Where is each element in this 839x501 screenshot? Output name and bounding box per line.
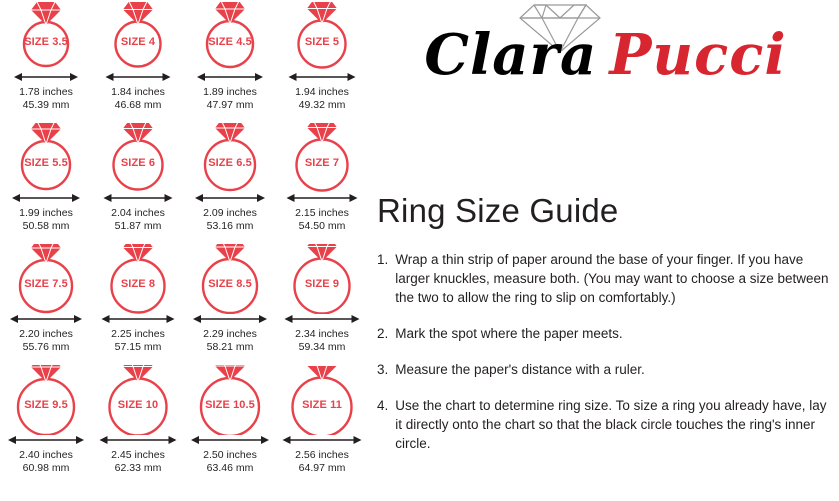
measurement-inches: 2.56 inches bbox=[295, 449, 349, 461]
ring-size-label: SIZE 8.5 bbox=[208, 278, 252, 290]
ring-measurement bbox=[92, 207, 184, 233]
ring-size-label: SIZE 7 bbox=[304, 157, 340, 169]
step-text: Measure the paper's distance with a ruler. bbox=[395, 362, 645, 377]
ring-size-cell[interactable] bbox=[184, 242, 276, 363]
measurement-inches: 2.09 inches bbox=[203, 207, 257, 219]
ring-size-label: SIZE 5.5 bbox=[24, 157, 68, 169]
measurement-mm: 57.15 mm bbox=[114, 341, 162, 353]
ring-measurement bbox=[184, 207, 276, 233]
ring-measurement bbox=[184, 328, 276, 354]
measurement-inches: 1.84 inches bbox=[111, 86, 165, 98]
double-arrow-icon bbox=[282, 191, 362, 205]
ring-size-label: SIZE 11 bbox=[302, 399, 342, 411]
ring-icon bbox=[279, 2, 365, 72]
ring-icon bbox=[187, 244, 273, 314]
ring-size-cell[interactable] bbox=[276, 363, 368, 484]
ring-icon bbox=[279, 244, 365, 314]
instruction-steps bbox=[377, 250, 829, 470]
measurement-mm: 55.76 mm bbox=[22, 341, 70, 353]
ring-measurement bbox=[92, 328, 184, 354]
ring-size-label: SIZE 6.5 bbox=[208, 157, 252, 169]
double-arrow-icon bbox=[98, 433, 178, 447]
ring-icon bbox=[95, 2, 181, 72]
measurement-mm: 59.34 mm bbox=[298, 341, 346, 353]
measurement-inches: 1.94 inches bbox=[295, 86, 349, 98]
double-arrow-icon bbox=[6, 70, 86, 84]
double-arrow-icon bbox=[282, 70, 362, 84]
measurement-inches: 2.20 inches bbox=[19, 328, 73, 340]
ring-measurement bbox=[276, 86, 368, 112]
ring-measurement bbox=[0, 449, 92, 475]
ring-icon bbox=[95, 365, 181, 435]
ring-size-label: SIZE 9 bbox=[304, 278, 340, 290]
step-text: Wrap a thin strip of paper around the base of your finger. If you have larger knuckles, measure both. (You may want to choose a size between the two to allow the ring to slip on comfortably.) bbox=[395, 252, 829, 305]
measurement-inches: 1.78 inches bbox=[19, 86, 73, 98]
ring-size-cell[interactable] bbox=[184, 0, 276, 121]
step-text: Mark the spot where the paper meets. bbox=[395, 326, 623, 341]
measurement-mm: 51.87 mm bbox=[114, 220, 162, 232]
measurement-inches: 2.40 inches bbox=[19, 449, 73, 461]
ring-measurement bbox=[0, 86, 92, 112]
brand-logo bbox=[372, 0, 839, 110]
ring-measurement bbox=[276, 328, 368, 354]
ring-size-chart bbox=[0, 0, 368, 501]
ring-size-label: SIZE 8 bbox=[120, 278, 156, 290]
measurement-inches: 2.34 inches bbox=[295, 328, 349, 340]
measurement-mm: 45.39 mm bbox=[22, 99, 70, 111]
ring-size-cell[interactable] bbox=[92, 121, 184, 242]
ring-size-cell[interactable] bbox=[276, 0, 368, 121]
measurement-mm: 62.33 mm bbox=[114, 462, 162, 474]
ring-measurement bbox=[184, 86, 276, 112]
instruction-step bbox=[377, 360, 829, 379]
ring-size-label: SIZE 4.5 bbox=[208, 36, 252, 48]
ring-size-cell[interactable] bbox=[276, 121, 368, 242]
double-arrow-icon bbox=[6, 191, 86, 205]
ring-icon bbox=[187, 365, 273, 435]
measurement-mm: 50.58 mm bbox=[22, 220, 70, 232]
double-arrow-icon bbox=[6, 312, 86, 326]
double-arrow-icon bbox=[190, 433, 270, 447]
double-arrow-icon bbox=[282, 312, 362, 326]
measurement-inches: 2.04 inches bbox=[111, 207, 165, 219]
double-arrow-icon bbox=[6, 433, 86, 447]
ring-icon bbox=[3, 2, 89, 72]
measurement-mm: 60.98 mm bbox=[22, 462, 70, 474]
measurement-mm: 64.97 mm bbox=[298, 462, 346, 474]
step-text: Use the chart to determine ring size. To size a ring you already have, lay it directly onto the chart so that the black circle touches the ring's inner circle. bbox=[395, 398, 827, 451]
measurement-inches: 2.29 inches bbox=[203, 328, 257, 340]
double-arrow-icon bbox=[98, 191, 178, 205]
ring-size-label: SIZE 10.5 bbox=[205, 399, 255, 411]
double-arrow-icon bbox=[98, 70, 178, 84]
ring-measurement bbox=[0, 328, 92, 354]
ring-icon bbox=[187, 2, 273, 72]
measurement-mm: 47.97 mm bbox=[206, 99, 254, 111]
step-number: 4. bbox=[377, 398, 389, 413]
ring-icon bbox=[3, 365, 89, 435]
ring-size-label: SIZE 5 bbox=[304, 36, 340, 48]
measurement-mm: 46.68 mm bbox=[114, 99, 162, 111]
ring-measurement bbox=[184, 449, 276, 475]
brand-word-pucci: Pucci bbox=[609, 22, 787, 88]
page-title: Ring Size Guide bbox=[377, 192, 619, 229]
ring-size-label: SIZE 7.5 bbox=[24, 278, 68, 290]
instruction-step bbox=[377, 250, 829, 307]
instruction-step bbox=[377, 396, 829, 453]
ring-icon bbox=[95, 123, 181, 193]
ring-icon bbox=[3, 244, 89, 314]
measurement-inches: 2.45 inches bbox=[111, 449, 165, 461]
ring-size-cell[interactable] bbox=[276, 242, 368, 363]
ring-size-label: SIZE 4 bbox=[120, 36, 156, 48]
ring-size-cell[interactable] bbox=[184, 363, 276, 484]
guide-panel bbox=[372, 0, 839, 501]
brand-wordmark bbox=[372, 22, 839, 88]
double-arrow-icon bbox=[190, 191, 270, 205]
brand-word-clara: Clara bbox=[424, 22, 598, 88]
measurement-inches: 2.25 inches bbox=[111, 328, 165, 340]
measurement-inches: 1.89 inches bbox=[203, 86, 257, 98]
ring-size-label: SIZE 3.5 bbox=[24, 36, 68, 48]
ring-measurement bbox=[92, 449, 184, 475]
ring-size-cell[interactable] bbox=[0, 363, 92, 484]
ring-icon bbox=[279, 365, 365, 435]
ring-size-label: SIZE 9.5 bbox=[24, 399, 68, 411]
ring-size-cell[interactable] bbox=[0, 0, 92, 121]
measurement-mm: 54.50 mm bbox=[298, 220, 346, 232]
ring-size-grid bbox=[0, 0, 368, 484]
step-number: 2. bbox=[377, 326, 389, 341]
ring-icon bbox=[3, 123, 89, 193]
measurement-mm: 58.21 mm bbox=[206, 341, 254, 353]
measurement-mm: 49.32 mm bbox=[298, 99, 346, 111]
measurement-inches: 1.99 inches bbox=[19, 207, 73, 219]
ring-size-cell[interactable] bbox=[0, 242, 92, 363]
double-arrow-icon bbox=[98, 312, 178, 326]
double-arrow-icon bbox=[190, 312, 270, 326]
ring-measurement bbox=[276, 207, 368, 233]
ring-measurement bbox=[276, 449, 368, 475]
ring-size-cell[interactable] bbox=[184, 121, 276, 242]
measurement-mm: 53.16 mm bbox=[206, 220, 254, 232]
ring-size-cell[interactable] bbox=[92, 0, 184, 121]
ring-icon bbox=[279, 123, 365, 193]
instruction-step bbox=[377, 324, 829, 343]
step-number: 1. bbox=[377, 252, 389, 267]
measurement-inches: 2.50 inches bbox=[203, 449, 257, 461]
double-arrow-icon bbox=[190, 70, 270, 84]
ring-size-cell[interactable] bbox=[92, 242, 184, 363]
ring-size-label: SIZE 10 bbox=[117, 399, 159, 411]
step-number: 3. bbox=[377, 362, 389, 377]
ring-measurement bbox=[92, 86, 184, 112]
measurement-inches: 2.15 inches bbox=[295, 207, 349, 219]
double-arrow-icon bbox=[282, 433, 362, 447]
ring-measurement bbox=[0, 207, 92, 233]
ring-size-cell[interactable] bbox=[0, 121, 92, 242]
ring-size-label: SIZE 6 bbox=[120, 157, 156, 169]
ring-icon bbox=[95, 244, 181, 314]
measurement-mm: 63.46 mm bbox=[206, 462, 254, 474]
ring-icon bbox=[187, 123, 273, 193]
ring-size-cell[interactable] bbox=[92, 363, 184, 484]
